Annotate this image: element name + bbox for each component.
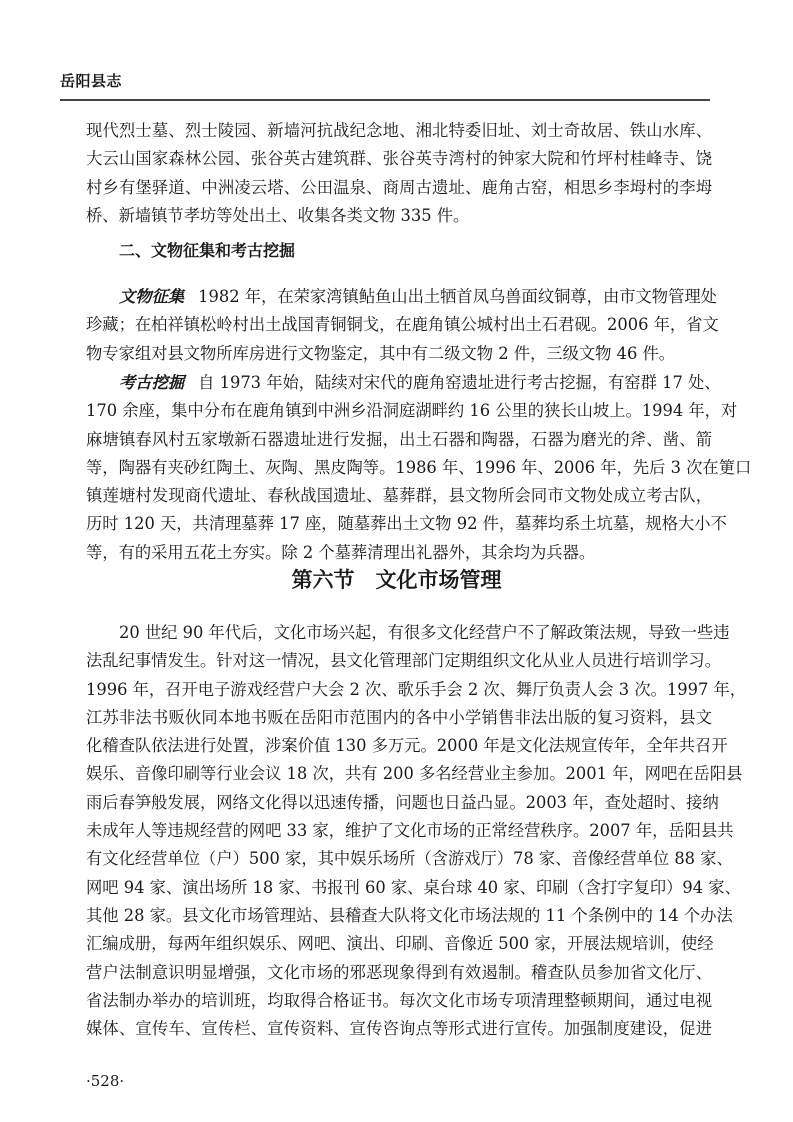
text-run: 1982 年，在荣家湾镇鲇鱼山出土牺首凤乌兽面纹铜尊，由市文物管理处	[198, 287, 717, 306]
text-line: 镇莲塘村发现商代遗址、春秋战国遗址、墓葬群，县文物所会同市文物处成立考古队，	[86, 486, 712, 506]
text-line: 珍藏；在柏祥镇松岭村出土战国青铜铜戈，在鹿角镇公城村出土石君砚。2006 年，省文	[86, 315, 719, 335]
text-line: 媒体、宣传车、宣传栏、宣传资料、宣传咨询点等形式进行宣传。加强制度建设，促进	[86, 1019, 712, 1039]
paragraph-collection	[86, 283, 719, 368]
paragraph-excavation	[86, 369, 752, 567]
text-line: 桥、新墙镇节孝坊等处出土、收集各类文物 335 件。	[86, 205, 470, 225]
text-line: 170 余座，集中分布在鹿角镇到中洲乡沿洞庭湖畔约 16 公里的狭长山坡上。1994 年，对	[86, 401, 738, 421]
text-line: 历时 120 天，共清理墓葬 17 座，随墓葬出土文物 92 件，墓葬均系土坑墓，规格大小不	[86, 514, 727, 534]
paragraph-lead: 考古挖掘	[119, 373, 185, 392]
text-line: 等，陶器有夹砂红陶土、灰陶、黑皮陶等。1986 年、1996 年、2006 年，先后 3 次在筻口	[86, 457, 752, 477]
text-line: 麻塘镇春风村五家墩新石器遗址进行发掘，出土石器和陶器，石器为磨光的斧、凿、箭	[86, 429, 712, 449]
text-line: 大云山国家森林公园、张谷英古建筑群、张谷英寺湾村的钟家大院和竹坪村桂峰寺、饶	[86, 149, 712, 169]
section-title: 第六节 文化市场管理	[291, 568, 502, 592]
text-line: 物专家组对县文物所库房进行文物鉴定，其中有二级文物 2 件，三级文物 46 件。	[86, 343, 676, 363]
text-line: 雨后春笋般发展，网络文化得以迅速传播，问题也日益凸显。2003 年，查处超时、接纳	[86, 792, 719, 812]
paragraph-lead: 文物征集	[119, 287, 185, 306]
text-line: 等，有的采用五花土夯实。除 2 个墓葬清理出礼器外，其余均为兵器。	[86, 542, 596, 562]
text-run: 自 1973 年始，陆续对宋代的鹿角窑遗址进行考古挖掘，有窑群 17 处、	[198, 373, 721, 392]
text-line: 有文化经营单位（户）500 家，其中娱乐场所（含游戏厅）78 家、音像经营单位 88 家、	[86, 849, 733, 869]
text-line: 未成年人等违规经营的网吧 33 家，维护了文化市场的正常经营秩序。2007 年，岳阳县共	[86, 821, 734, 841]
text-line: 营户法制意识明显增强，文化市场的邪恶现象得到有效遏制。稽查队员参加省文化厅、	[86, 962, 712, 982]
subheading: 二、文物征集和考古挖掘	[119, 241, 296, 260]
text-line: 化稽查队依法进行处置，涉案价值 130 多万元。2000 年是文化法规宣传年，全年共召开	[86, 736, 728, 756]
text-line: 其他 28 家。县文化市场管理站、县稽查大队将文化市场法规的 11 个条例中的 14 个办法	[86, 905, 733, 925]
running-head: 岳阳县志	[60, 72, 123, 90]
text-line	[86, 283, 717, 311]
text-line: 汇编成册，每两年组织娱乐、网吧、演出、印刷、音像近 500 家，开展法规培训，使经	[86, 934, 714, 954]
text-line: 1996 年，召开电子游戏经营户大会 2 次、歌乐手会 2 次、舞厅负责人会 3 次。1997 年，	[86, 679, 747, 699]
text-line: 法乱纪事情发生。针对这一情况，县文化管理部门定期组织文化从业人员进行培训学习。	[86, 651, 721, 671]
text-line: 村乡有堡驿道、中洲凌云塔、公田温泉、商周古遗址、鹿角古窑，相思乡李坶村的李坶	[86, 177, 712, 197]
text-line: 网吧 94 家、演出场所 18 家、书报刊 60 家、桌台球 40 家、印刷（含打字复印）94 家、	[86, 877, 741, 897]
header-rule	[60, 99, 710, 101]
text-line: 江苏非法书贩伙同本地书贩在岳阳市范围内的各中小学销售非法出版的复习资料，县文	[86, 707, 712, 727]
page-number: ·528·	[86, 1072, 125, 1090]
text-line	[86, 369, 721, 397]
paragraph-sites	[86, 117, 712, 230]
text-line: 现代烈士墓、烈士陵园、新墙河抗战纪念地、湘北特委旧址、刘士奇故居、铁山水库、	[86, 121, 712, 140]
text-line: 20 世纪 90 年代后，文化市场兴起，有很多文化经营户不了解政策法规，导致一些违	[119, 623, 730, 642]
paragraph-market	[86, 619, 747, 1043]
text-line: 娱乐、音像印刷等行业会议 18 次，共有 200 多名经营业主参加。2001 年，网吧在岳阳县	[86, 764, 743, 784]
text-line: 省法制办举办的培训班，均取得合格证书。每次文化市场专项清理整顿期间，通过电视	[86, 990, 712, 1010]
